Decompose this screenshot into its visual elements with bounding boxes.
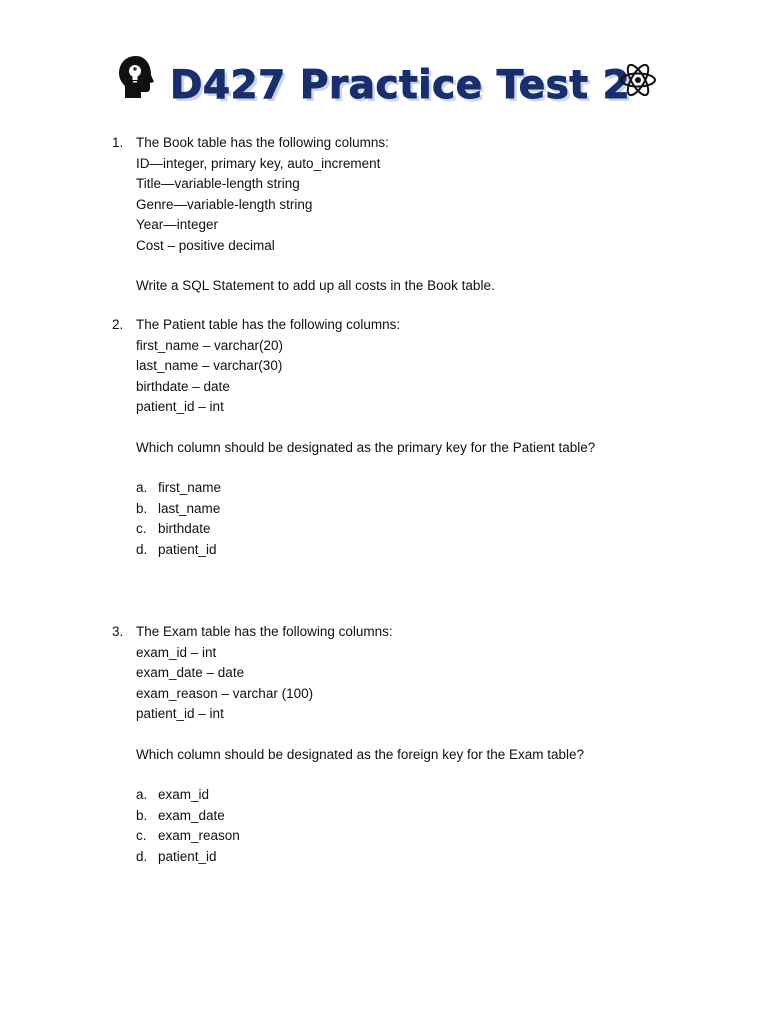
option-letter: a. [136,787,148,802]
question-body [136,622,736,867]
option-letter: a. [136,480,148,495]
answer-option-b[interactable] [136,499,736,520]
option-text: first_name [158,480,222,495]
column-line: exam_date – date [136,665,245,680]
column-line: birthdate – date [136,378,230,394]
head-lightbulb-icon [116,54,156,100]
answer-option-d[interactable] [136,847,736,868]
column-line: Year—integer [136,217,219,232]
answer-option-a[interactable] [136,478,736,499]
question-body [136,315,736,560]
question-line: The Patient table has the following columns: [136,317,401,332]
question-line: The Book table has the following columns: [136,135,389,150]
column-line: Genre—variable-length string [136,196,313,212]
option-letter: b. [136,807,148,823]
question-prompt: Which column should be designated as the primary key for the Patient table? [136,439,596,455]
atom-icon [618,60,658,100]
option-letter: c. [136,521,147,536]
question-line: The Exam table has the following columns: [136,624,393,639]
page-title: D427 Practice Test 2 [170,63,631,108]
column-line: exam_reason – varchar (100) [136,685,314,701]
column-line: last_name – varchar(30) [136,358,283,373]
answer-option-c[interactable] [136,519,736,540]
option-text: birthdate [158,521,211,536]
column-line: patient_id – int [136,399,224,414]
answer-option-a[interactable] [136,785,736,806]
option-text: exam_reason [158,828,240,843]
question-body [136,133,736,297]
question-prompt: Write a SQL Statement to add up all costs in the Book table. [136,278,495,293]
column-line: exam_id – int [136,644,217,660]
option-text: patient_id [158,541,217,557]
answer-option-d[interactable] [136,540,736,561]
page-header [0,50,768,120]
column-line: Cost – positive decimal [136,237,275,253]
column-line: patient_id – int [136,706,224,721]
question-number: 3. [112,624,124,639]
question-number: 2. [112,317,124,332]
column-line: Title—variable-length string [136,176,300,191]
option-letter: d. [136,848,148,864]
option-text: exam_date [158,807,225,823]
column-line: ID—integer, primary key, auto_increment [136,155,381,171]
question-prompt: Which column should be designated as the foreign key for the Exam table? [136,746,585,762]
answer-option-c[interactable] [136,826,736,847]
option-letter: b. [136,500,148,516]
option-letter: c. [136,828,147,843]
question-number: 1. [112,135,124,150]
option-text: exam_id [158,787,210,802]
option-text: patient_id [158,848,217,864]
column-line: first_name – varchar(20) [136,337,284,353]
answer-option-b[interactable] [136,806,736,827]
option-text: last_name [158,500,221,516]
option-letter: d. [136,541,148,557]
